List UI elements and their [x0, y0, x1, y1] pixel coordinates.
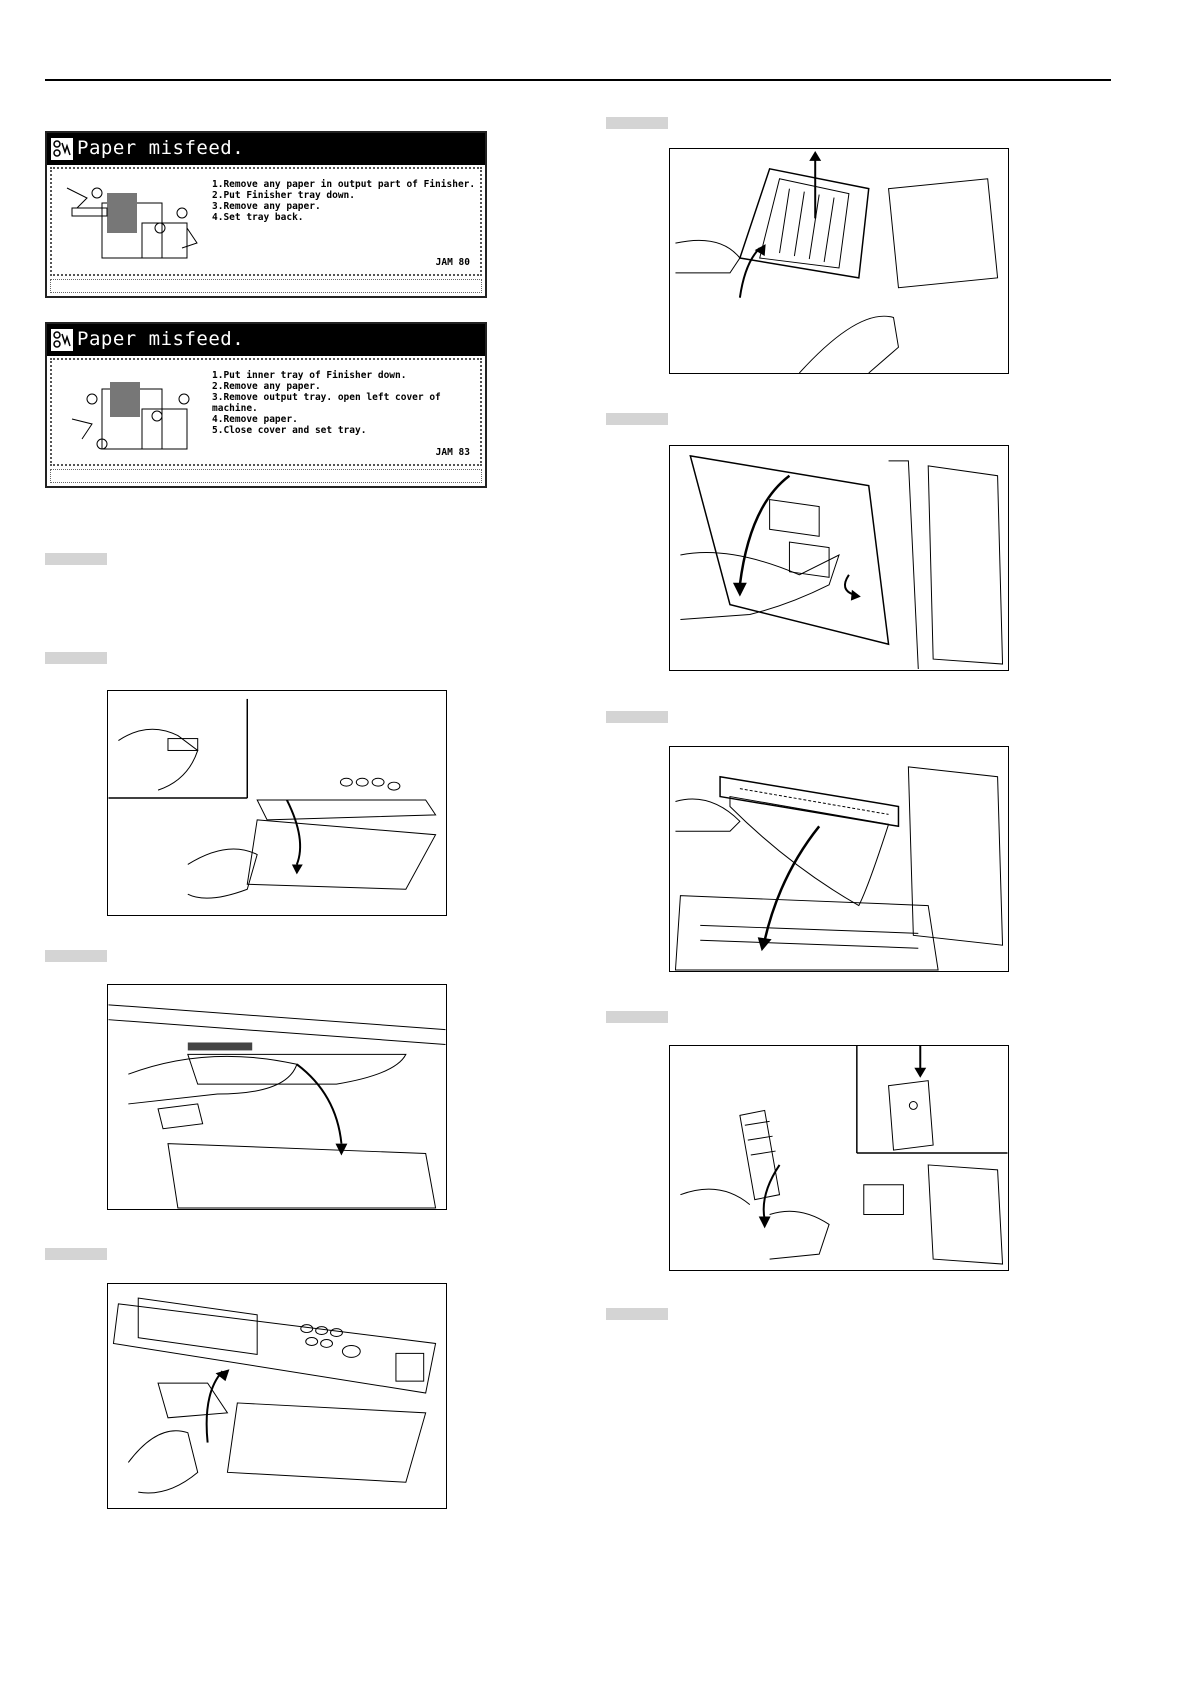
panel-footer [50, 469, 482, 483]
panel-title: Paper misfeed. [77, 328, 245, 350]
panel-header [47, 133, 485, 165]
misfeed-panel-2 [45, 322, 487, 488]
figure-open-left-cover [669, 445, 1009, 671]
panel-body [50, 167, 482, 276]
step-line: 3.Remove any paper. [212, 201, 321, 212]
hand-illustration-icon [670, 446, 1008, 670]
misfeed-icon [51, 329, 73, 351]
hand-illustration-icon [670, 1046, 1008, 1270]
hand-illustration-icon [670, 747, 1008, 971]
panel-footer [50, 279, 482, 293]
hand-illustration-icon [670, 149, 1008, 373]
figure-remove-paper-finisher [107, 984, 447, 1210]
panel-steps [212, 179, 475, 223]
figure-close-cover-set-tray [669, 1045, 1009, 1271]
figure-finisher-tray-down [107, 690, 447, 916]
jam-code: JAM 83 [435, 447, 470, 458]
step-line: 1.Remove any paper in output part of Finisher. [212, 179, 476, 190]
step-tab-3 [45, 950, 107, 962]
figure-remove-jammed-paper [669, 746, 1009, 972]
hand-illustration-icon [108, 985, 446, 1209]
step-line: 2.Remove any paper. [212, 381, 321, 392]
step-tab-6 [606, 413, 668, 425]
jam-code: JAM 80 [435, 257, 470, 268]
misfeed-icon [51, 138, 73, 160]
hand-illustration-icon [108, 691, 446, 915]
step-line: 3.Remove output tray. open left cover of machine. [212, 392, 441, 414]
misfeed-panel-1 [45, 131, 487, 298]
panel-steps [212, 370, 480, 436]
step-tab-9 [606, 1308, 668, 1320]
figure-remove-output-tray [669, 148, 1009, 374]
step-line: 1.Put inner tray of Finisher down. [212, 370, 407, 381]
panel-title: Paper misfeed. [77, 137, 245, 159]
step-tab-5 [606, 117, 668, 129]
step-tab-7 [606, 711, 668, 723]
finisher-illustration-icon [62, 364, 202, 459]
hand-illustration-icon [108, 1284, 446, 1508]
step-tab-4 [45, 1248, 107, 1260]
step-tab-8 [606, 1011, 668, 1023]
finisher-illustration-icon [62, 173, 202, 268]
step-line: 4.Set tray back. [212, 212, 304, 223]
step-line: 5.Close cover and set tray. [212, 425, 367, 436]
step-line: 2.Put Finisher tray down. [212, 190, 355, 201]
header-rule [45, 79, 1111, 81]
step-tab-1 [45, 553, 107, 565]
panel-header [47, 324, 485, 356]
step-line: 4.Remove paper. [212, 414, 298, 425]
step-tab-2 [45, 652, 107, 664]
figure-set-tray-back [107, 1283, 447, 1509]
panel-body [50, 358, 482, 466]
